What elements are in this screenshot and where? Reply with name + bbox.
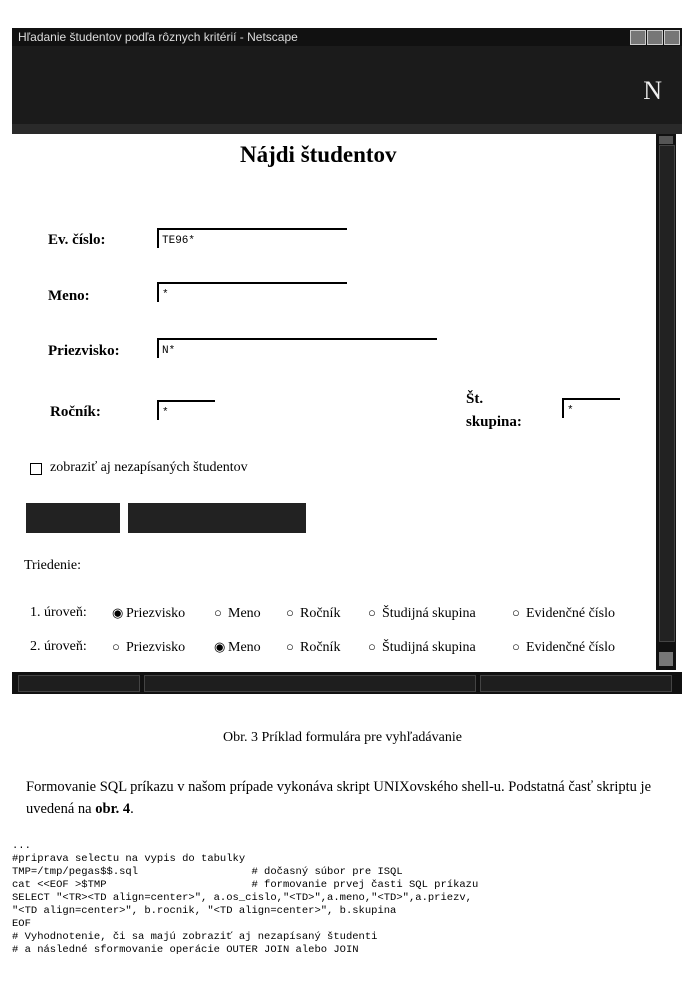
security-button[interactable] xyxy=(412,94,442,104)
ev-cislo-input[interactable]: TE96* xyxy=(157,228,347,248)
search-button[interactable] xyxy=(262,94,292,104)
maximize-button[interactable] xyxy=(647,30,663,45)
level1-label: 1. úroveň: xyxy=(30,605,87,620)
radio-icon: ○ xyxy=(512,639,520,654)
radio-icon: ○ xyxy=(512,605,520,620)
location-bar[interactable] xyxy=(12,124,682,134)
skupina-label-line2: skupina: xyxy=(466,414,522,430)
radio-icon: ○ xyxy=(214,605,222,620)
radio-icon: ○ xyxy=(286,639,294,654)
meno-label: Meno: xyxy=(48,288,90,304)
code-line: cat <<EOF >$TMP # formovanie prvej časti SQL príkazu xyxy=(12,879,479,891)
radio-selected-icon: ◉ xyxy=(112,605,124,620)
radio-icon: ○ xyxy=(368,639,376,654)
code-line: #priprava selectu na vypis do tabulky xyxy=(12,853,246,865)
code-line: # Vyhodnotenie, či sa majú zobraziť aj nezapísaný študenti xyxy=(12,931,378,943)
code-line: # a následné sformovanie operácie OUTER JOIN alebo JOIN xyxy=(12,944,359,956)
level2-option-skupina[interactable]: ○ Študijná skupina xyxy=(368,639,476,655)
code-line: "<TD align=center>", b.rocnik, "<TD align=center>", b.skupina xyxy=(12,905,397,917)
scroll-up-arrow[interactable] xyxy=(659,136,673,144)
level2-option-evidencne[interactable]: ○ Evidenčné číslo xyxy=(512,639,616,655)
status-bar xyxy=(12,672,682,694)
radio-icon: ○ xyxy=(112,639,120,654)
level1-option-evidencne[interactable]: ○ Evidenčné číslo xyxy=(512,605,616,621)
window-titlebar[interactable] xyxy=(12,28,682,46)
skupina-label-line1: Št. xyxy=(466,391,484,407)
back-button[interactable] xyxy=(40,94,70,104)
figure-reference: obr. 4 xyxy=(95,801,131,817)
stop-button[interactable] xyxy=(472,94,502,104)
netscape-logo: N xyxy=(643,76,662,105)
scroll-down-arrow[interactable] xyxy=(659,652,673,666)
home-button[interactable] xyxy=(202,94,232,104)
code-line: EOF xyxy=(12,918,31,930)
sort-label: Triedenie: xyxy=(24,558,82,573)
code-line: SELECT "<TR><TD align=center>", a.os_cislo,"<TD>",a.meno,"<TD>",a.priezv, xyxy=(12,892,472,904)
nezapisani-checkbox[interactable] xyxy=(30,463,42,475)
rocnik-label: Ročník: xyxy=(50,404,101,420)
code-line: TMP=/tmp/pegas$$.sql # dočasný súbor pre ISQL xyxy=(12,866,403,878)
reload-button[interactable] xyxy=(142,94,172,104)
print-button[interactable] xyxy=(352,94,382,104)
code-listing xyxy=(12,840,478,957)
figure-caption: Obr. 3 Príklad formulára pre vyhľadávanie xyxy=(223,730,462,745)
rocnik-input[interactable]: * xyxy=(157,400,215,420)
level2-option-priezvisko[interactable]: ○ Priezvisko xyxy=(112,639,186,655)
radio-icon: ○ xyxy=(368,605,376,620)
window-title: Hľadanie študentov podľa rôznych kritérií - Netscape xyxy=(18,30,298,44)
nezapisani-label: zobraziť aj nezapísaných študentov xyxy=(50,460,248,475)
ev-cislo-label: Ev. číslo: xyxy=(48,232,106,248)
close-button[interactable] xyxy=(664,30,680,45)
priezvisko-label: Priezvisko: xyxy=(48,343,120,359)
level1-option-skupina[interactable]: ○ Študijná skupina xyxy=(368,605,476,621)
form-title: Nájdi študentov xyxy=(240,142,397,167)
paragraph: Formovanie SQL príkazu v našom prípade vykonáva skript UNIXovského shell-u. Podstatná časť skriptu je uvedená na obr. 4. xyxy=(26,779,652,817)
level2-label: 2. úroveň: xyxy=(30,639,87,654)
status-progress xyxy=(18,675,140,692)
level2-option-rocnik[interactable]: ○ Ročník xyxy=(286,639,341,655)
forward-button[interactable] xyxy=(87,94,117,104)
level1-option-priezvisko[interactable]: ◉ Priezvisko xyxy=(112,605,186,621)
skupina-input[interactable]: * xyxy=(562,398,620,418)
level1-option-meno[interactable]: ○ Meno xyxy=(214,605,261,621)
reset-button[interactable] xyxy=(128,503,306,533)
scroll-thumb[interactable] xyxy=(659,145,675,642)
search-submit-button[interactable] xyxy=(26,503,120,533)
level2-option-meno[interactable]: ◉ Meno xyxy=(214,639,261,655)
browser-toolbar xyxy=(12,46,682,124)
radio-selected-icon: ◉ xyxy=(214,639,226,654)
radio-icon: ○ xyxy=(286,605,294,620)
meno-input[interactable]: * xyxy=(157,282,347,302)
priezvisko-input[interactable]: N* xyxy=(157,338,437,358)
status-message xyxy=(144,675,476,692)
code-line: ... xyxy=(12,840,31,852)
status-icons xyxy=(480,675,672,692)
level1-option-rocnik[interactable]: ○ Ročník xyxy=(286,605,341,621)
minimize-button[interactable] xyxy=(630,30,646,45)
